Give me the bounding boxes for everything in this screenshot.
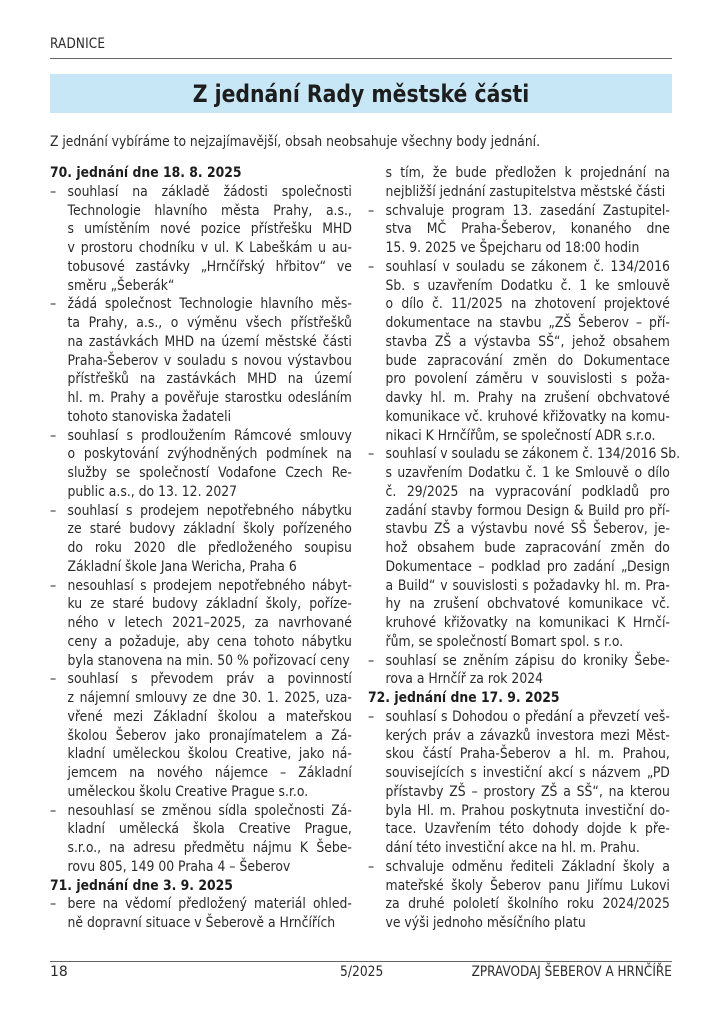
text-line: č. 29/2025 na vypracování podkladů pro [385, 483, 670, 500]
text-line: skou částí Praha-Šeberov a hl. m. Prahou, [385, 746, 670, 763]
text-line: ného v letech 2021–2025, za navrhované [67, 615, 352, 631]
bullet-dash: – [368, 202, 375, 219]
meeting-heading-72: 72. jednání dne 17. 9. 2025 [368, 690, 560, 706]
text-line: stavbu ZŠ a výstavbu nové SŠ Šeberov, je- [385, 521, 670, 538]
text-line: s umístěním nové pozice přístřešku MHD [67, 221, 352, 238]
right-column [368, 164, 681, 933]
section-label: RADNICE [50, 36, 106, 52]
text-line: schvaluje program 13. zasedání Zastupitel- [385, 202, 670, 219]
text-line: ze staré budovy základní školy pořízeného [67, 521, 352, 538]
text-line: byla Hl. m. Prahou poskytnuta investiční do- [385, 802, 670, 819]
text-line: řům, se společností Bomart spol. s r.o. [385, 633, 624, 650]
text-line: Základní škole Jana Wericha, Praha 6 [67, 558, 297, 575]
text-line: vřené mezi Základní školou a mateřskou [67, 708, 352, 725]
text-line: služby se společností Vodafone Czech Re- [67, 465, 352, 481]
text-line: směru „Šeberák“ [67, 277, 175, 294]
text-line: přístavby ZŠ – prostory ZŠ a SŠ“, na kterou [385, 783, 670, 800]
text-line: uměleckou školu Creative Prague s.r.o. [67, 783, 309, 800]
text-line: souhlasí v souladu se zákonem č. 134/2016 Sb. [385, 446, 681, 463]
text-line: kruhové křižovatky na komunikaci K Hrnčí- [385, 615, 670, 631]
text-line: nesouhlasí se změnou sídla společnosti Zá- [67, 802, 352, 819]
bullet-dash: – [368, 858, 375, 875]
text-line: nesouhlasí s prodejem nepotřebného nábyt- [67, 577, 352, 594]
page-number: 18 [50, 964, 68, 980]
page-title: Z jednání Rady městské části [192, 79, 530, 108]
text-line: hož obsahem bude zapracování změn do [385, 540, 670, 556]
issue-number: 5/2025 [340, 964, 384, 980]
intro-text: Z jednání vybíráme to nejzajímavější, obsah neobsahuje všechny body jednání. [50, 134, 541, 150]
list-item [368, 258, 670, 446]
text-line: o dílo č. 11/2025 na zhotovení projektové [385, 296, 670, 313]
meeting-72-items [368, 708, 670, 933]
text-line: školou Šeberov jako pronajímatelem a Zá- [67, 727, 352, 744]
text-line: schvaluje odměnu řediteli Základní školy a [385, 858, 670, 875]
bullet-dash: – [50, 502, 57, 519]
text-line: davky hl. m. Prahy na zrušení obchvatové [385, 390, 670, 406]
meeting-heading-70: 70. jednání dne 18. 8. 2025 [50, 165, 242, 181]
meeting-71-items [50, 895, 352, 933]
list-item [368, 708, 670, 858]
text-line: Sb. s uzavřením Dodatku č. 1 ke smlouvě [385, 277, 670, 294]
text-line: kladní umělecká škola Creative Prague, [67, 821, 352, 838]
text-line: nejbližší jednání zastupitelstva městské části [385, 183, 666, 200]
text-line: mateřské školy Šeberov panu Jiřímu Lukovi [385, 877, 670, 894]
list-item [50, 427, 352, 502]
text-line: z nájemní smlouvy ze dne 30. 1. 2025, uza- [67, 690, 352, 706]
text-line: stva MČ Praha-Šeberov, konaného dne [385, 221, 670, 238]
list-item [368, 858, 670, 933]
text-line: na zastávkách MHD na území městské části [67, 333, 352, 350]
text-line: souhlasí s Dohodou o předání a převzetí veš- [385, 708, 670, 725]
text-line: o poskytování zvýhodněných podmínek na [67, 446, 352, 463]
continued-item [368, 164, 670, 202]
list-item [368, 445, 681, 651]
text-line: s tím, že bude předložen k projednání na [385, 165, 670, 181]
text-line: tobusové zastávky „Hrnčířský hřbitov“ ve [67, 258, 352, 275]
text-line: souhlasí na základě žádosti společnosti [67, 183, 352, 200]
bullet-dash: – [50, 671, 57, 688]
bullet-dash: – [50, 802, 57, 819]
list-item [50, 502, 352, 577]
text-line: souhlasí s prodejem nepotřebného nábytku [67, 502, 352, 519]
text-line: Technologie hlavního města Prahy, a.s., [67, 202, 352, 219]
bullet-dash: – [368, 446, 375, 463]
text-line: ve výši jednoho měsíčního platu [385, 915, 586, 931]
text-line: byla stanovena na min. 50 % pořizovací ceny [67, 652, 350, 669]
text-line: komunikace vč. kruhové křižovatky na komu- [385, 408, 670, 425]
text-line: žádá společnost Technologie hlavního měs- [67, 296, 352, 313]
text-line: bere na vědomí předložený materiál ohled- [67, 896, 352, 913]
bullet-dash: – [50, 183, 57, 200]
text-line: souhlasí v souladu se zákonem č. 134/2016 [385, 258, 670, 275]
meeting-71-items-continued [368, 202, 681, 690]
list-item [50, 895, 352, 933]
text-line: do roku 2020 dle předloženého soupisu [67, 540, 352, 556]
text-line: 15. 9. 2025 ve Špejcharu od 18:00 hodin [385, 240, 640, 256]
text-line: dokumentace na stavbu „ZŠ Šeberov – pří- [385, 315, 670, 331]
text-line: ku ze staré budovy základní školy, poříze- [67, 596, 352, 613]
text-line: souhlasí se zněním zápisu do kroniky Šebe- [385, 652, 670, 669]
list-item [50, 295, 352, 426]
left-column [50, 164, 352, 933]
text-line: pro povolení záměru v souvislosti s poža- [385, 371, 670, 388]
bullet-dash: – [368, 258, 375, 275]
bottom-divider [50, 961, 672, 962]
text-line: v prostoru chodníku v ul. K Labeškám u au- [67, 240, 352, 256]
bullet-dash: – [50, 427, 57, 444]
publication-name: ZPRAVODAJ ŠEBEROV A HRNČÍŘE [471, 964, 672, 980]
list-item [50, 802, 352, 877]
text-line: za druhé pololetí školního roku 2024/2025 [385, 896, 670, 913]
list-item [50, 670, 352, 801]
bullet-dash: – [50, 577, 57, 594]
text-line: bude zapracování změn do Dokumentace [385, 352, 670, 369]
meeting-heading-71: 71. jednání dne 3. 9. 2025 [50, 877, 233, 894]
text-line: zadání stavby formou Design & Build pro pří- [385, 502, 670, 519]
text-line: s.r.o., na adresu předmětu nájmu K Šebe- [67, 840, 352, 856]
list-item [50, 183, 352, 296]
text-line: rovu 805, 149 00 Praha 4 – Šeberov [67, 858, 291, 875]
bullet-dash: – [368, 652, 375, 669]
text-line: nikaci K Hrnčířům, se společností ADR s.r.o. [385, 427, 656, 444]
text-line: tohoto stanoviska žadateli [67, 408, 232, 425]
bullet-dash: – [50, 896, 57, 913]
text-line: jemcem na nového nájemce – Základní [67, 765, 352, 781]
list-item [50, 577, 352, 671]
title-band [50, 74, 672, 113]
text-line: stavba ZŠ a výstavba SŠ“, jehož obsahem [385, 333, 670, 350]
text-line: souhlasí s prodloužením Rámcové smlouvy [67, 427, 352, 444]
text-line: souhlasí s převodem práv a povinností [67, 671, 352, 688]
text-line: Dokumentace – podklad pro zadání „Design [385, 558, 670, 575]
text-line: a Build“ v souvislosti s požadavky hl. m. Pra- [385, 577, 670, 594]
text-line: rova a Hrnčíř za rok 2024 [385, 671, 544, 688]
text-line: ceny a požaduje, aby cena tohoto nábytku [67, 633, 352, 650]
text-line: přístřešků na zastávkách MHD na území [67, 371, 352, 388]
top-divider [50, 58, 672, 59]
text-line: tace. Uzavřením této dohody dojde k pře- [385, 821, 670, 838]
text-line: souvisejících s investiční akcí s názvem „PD [385, 765, 670, 781]
list-item [368, 652, 670, 690]
text-line: ně dopravní situace v Šeberově a Hrnčířích [67, 915, 336, 931]
text-line: s uzavřením Dodatku č. 1 ke Smlouvě o dílo [385, 465, 670, 481]
bullet-dash: – [50, 296, 57, 313]
text-line: hy na zrušení obchvatové komunikace vč. [385, 596, 670, 613]
text-line: Praha-Šeberov v souladu s novou výstavbou [67, 352, 352, 369]
text-line: ta Prahy, a.s., o výměnu všech přístřešků [67, 315, 352, 331]
text-line: hl. m. Prahy a pověřuje starostku odesláním [67, 390, 352, 406]
bullet-dash: – [368, 708, 375, 725]
text-line: public a.s., do 13. 12. 2027 [67, 483, 238, 500]
text-line: kerých práv a závazků investora mezi Měst- [385, 727, 670, 744]
meeting-70-items [50, 183, 352, 877]
list-item [368, 202, 670, 258]
text-line: kladní uměleckou školou Creative, jako ná- [67, 746, 352, 763]
text-line: dání této investiční akce na hl. m. Prahu. [385, 840, 640, 856]
